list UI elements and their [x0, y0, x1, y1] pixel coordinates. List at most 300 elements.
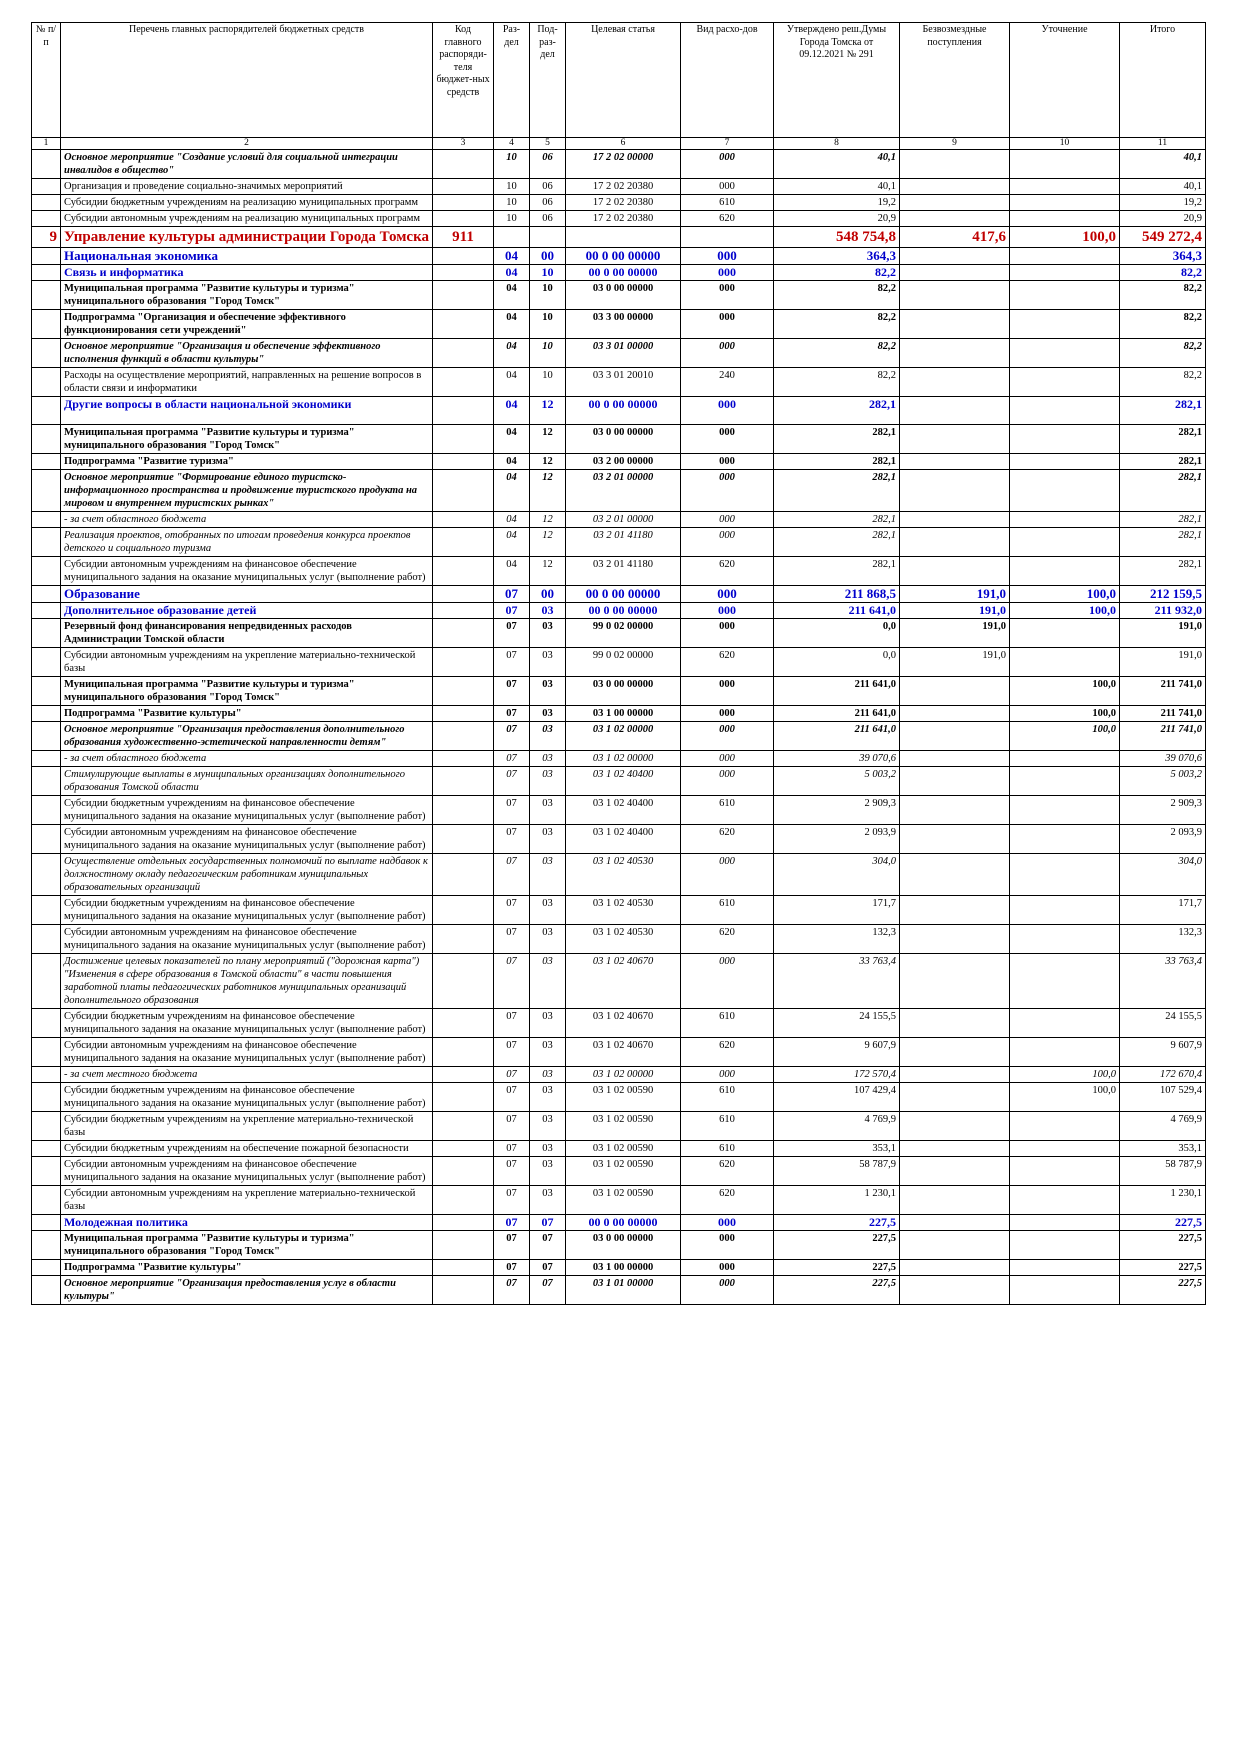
row-number [32, 310, 61, 339]
row-number [32, 528, 61, 557]
row-name: Муниципальная программа "Развитие культуры и туризма" муниципального образования "Город Томск" [61, 281, 433, 310]
column-numbers-row [32, 138, 1206, 150]
row-number [32, 512, 61, 528]
row-total: 191,0 [1120, 648, 1206, 677]
table-row [32, 1260, 1206, 1276]
row-name: Основное мероприятие "Формирование единого туристско-информационного пространства и продвижение туристского продукта на мировом и внутреннем туристских рынках" [61, 470, 433, 512]
row-gratuitous [900, 896, 1010, 925]
row-name: Муниципальная программа "Развитие культуры и туризма" муниципального образования "Город Томск" [61, 677, 433, 706]
row-razdel: 07 [494, 825, 530, 854]
row-podrazdel: 03 [530, 1186, 566, 1215]
row-name: Субсидии автономным учреждениям на финансовое обеспечение муниципального задания на оказание муниципальных услуг (выполнение работ) [61, 1157, 433, 1186]
row-target-item: 03 1 02 00000 [566, 722, 681, 751]
row-razdel: 04 [494, 470, 530, 512]
row-approved: 19,2 [774, 195, 900, 211]
row-podrazdel: 12 [530, 470, 566, 512]
row-expense-type: 000 [681, 1231, 774, 1260]
row-number [32, 1067, 61, 1083]
row-grbs-code [433, 796, 494, 825]
row-total: 282,1 [1120, 512, 1206, 528]
row-expense-type: 000 [681, 1260, 774, 1276]
row-name: - за счет местного бюджета [61, 1067, 433, 1083]
row-number [32, 648, 61, 677]
row-total: 5 003,2 [1120, 767, 1206, 796]
row-target-item: 03 1 02 00590 [566, 1141, 681, 1157]
row-name: Расходы на осуществление мероприятий, направленных на решение вопросов в области связи и информатики [61, 368, 433, 397]
header-col-razdel: Раз-дел [494, 23, 530, 138]
row-approved: 227,5 [774, 1276, 900, 1305]
row-gratuitous [900, 706, 1010, 722]
row-name: Образование [61, 586, 433, 603]
row-target-item: 03 1 02 00590 [566, 1157, 681, 1186]
row-refinement [1010, 648, 1120, 677]
row-name: Управление культуры администрации Города Томска [61, 227, 433, 248]
row-expense-type: 000 [681, 722, 774, 751]
row-refinement [1010, 1231, 1120, 1260]
row-grbs-code [433, 339, 494, 368]
row-refinement [1010, 619, 1120, 648]
row-name: Молодежная политика [61, 1215, 433, 1231]
column-number: 1 [32, 138, 61, 150]
row-gratuitous [900, 397, 1010, 425]
row-approved: 211 641,0 [774, 706, 900, 722]
row-total: 227,5 [1120, 1260, 1206, 1276]
row-target-item: 03 1 02 00590 [566, 1112, 681, 1141]
row-name: Основное мероприятие "Организация предоставления дополнительного образования художественно-эстетической направленности детям" [61, 722, 433, 751]
row-approved: 82,2 [774, 368, 900, 397]
row-refinement [1010, 179, 1120, 195]
row-number [32, 248, 61, 265]
row-approved: 282,1 [774, 397, 900, 425]
row-podrazdel: 06 [530, 150, 566, 179]
row-podrazdel: 10 [530, 265, 566, 281]
row-podrazdel: 03 [530, 751, 566, 767]
row-name: Муниципальная программа "Развитие культуры и туризма" муниципального образования "Город Томск" [61, 425, 433, 454]
row-razdel: 10 [494, 195, 530, 211]
row-name: Субсидии бюджетным учреждениям на финансовое обеспечение муниципального задания на оказание муниципальных услуг (выполнение работ) [61, 1009, 433, 1038]
row-grbs-code [433, 586, 494, 603]
row-grbs-code [433, 925, 494, 954]
row-grbs-code [433, 512, 494, 528]
row-expense-type: 000 [681, 751, 774, 767]
column-number: 6 [566, 138, 681, 150]
row-target-item: 03 1 02 40670 [566, 1038, 681, 1067]
row-gratuitous [900, 470, 1010, 512]
row-gratuitous [900, 825, 1010, 854]
row-expense-type: 000 [681, 1067, 774, 1083]
table-row [32, 310, 1206, 339]
row-name: Субсидии автономным учреждениям на укрепление материально-технической базы [61, 648, 433, 677]
row-number [32, 896, 61, 925]
row-razdel: 04 [494, 425, 530, 454]
row-target-item: 03 2 01 41180 [566, 528, 681, 557]
row-gratuitous [900, 281, 1010, 310]
row-name: Субсидии бюджетным учреждениям на укрепление материально-технической базы [61, 1112, 433, 1141]
row-name: Достижение целевых показателей по плану мероприятий ("дорожная карта") "Изменения в сфере образования в Томской области" в части повышения заработной платы педагогических работников муниципальных организаций дополнительного образования [61, 954, 433, 1009]
row-total: 282,1 [1120, 397, 1206, 425]
budget-table [31, 22, 1206, 1305]
row-total: 364,3 [1120, 248, 1206, 265]
row-expense-type: 620 [681, 925, 774, 954]
row-expense-type: 610 [681, 896, 774, 925]
row-refinement [1010, 925, 1120, 954]
table-row [32, 1083, 1206, 1112]
row-number [32, 179, 61, 195]
header-col-grbs-code: Код главного распоряди-теля бюджет-ных средств [433, 23, 494, 138]
row-grbs-code [433, 179, 494, 195]
row-podrazdel: 03 [530, 1067, 566, 1083]
table-row [32, 796, 1206, 825]
row-total: 58 787,9 [1120, 1157, 1206, 1186]
column-number: 10 [1010, 138, 1120, 150]
row-expense-type: 610 [681, 1112, 774, 1141]
row-razdel: 07 [494, 648, 530, 677]
row-number [32, 1009, 61, 1038]
row-podrazdel: 10 [530, 339, 566, 368]
row-total: 282,1 [1120, 528, 1206, 557]
row-target-item: 03 3 01 20010 [566, 368, 681, 397]
row-approved: 353,1 [774, 1141, 900, 1157]
row-target-item: 03 0 00 00000 [566, 1231, 681, 1260]
row-grbs-code [433, 767, 494, 796]
row-podrazdel: 00 [530, 586, 566, 603]
row-approved: 282,1 [774, 470, 900, 512]
row-name: Субсидии автономным учреждениям на финансовое обеспечение муниципального задания на оказание муниципальных услуг (выполнение работ) [61, 557, 433, 586]
row-grbs-code [433, 722, 494, 751]
row-target-item: 17 2 02 20380 [566, 211, 681, 227]
row-number [32, 1215, 61, 1231]
row-target-item: 03 1 02 40670 [566, 954, 681, 1009]
row-target-item: 03 2 00 00000 [566, 454, 681, 470]
row-grbs-code [433, 825, 494, 854]
row-expense-type: 000 [681, 310, 774, 339]
row-gratuitous [900, 1215, 1010, 1231]
row-approved: 20,9 [774, 211, 900, 227]
row-number [32, 557, 61, 586]
row-target-item: 03 1 02 40670 [566, 1009, 681, 1038]
row-refinement [1010, 796, 1120, 825]
row-target-item: 03 1 02 00000 [566, 751, 681, 767]
row-approved: 9 607,9 [774, 1038, 900, 1067]
table-row [32, 211, 1206, 227]
row-approved: 40,1 [774, 179, 900, 195]
row-razdel: 07 [494, 1186, 530, 1215]
table-row [32, 425, 1206, 454]
row-total: 282,1 [1120, 557, 1206, 586]
row-target-item: 17 2 02 00000 [566, 150, 681, 179]
row-refinement: 100,0 [1010, 586, 1120, 603]
row-total: 211 741,0 [1120, 677, 1206, 706]
row-target-item: 00 0 00 00000 [566, 397, 681, 425]
row-number [32, 281, 61, 310]
row-expense-type: 610 [681, 1083, 774, 1112]
table-row [32, 1186, 1206, 1215]
row-total: 132,3 [1120, 925, 1206, 954]
row-total: 20,9 [1120, 211, 1206, 227]
row-total: 353,1 [1120, 1141, 1206, 1157]
row-podrazdel: 10 [530, 310, 566, 339]
row-target-item: 03 2 01 00000 [566, 470, 681, 512]
row-number: 9 [32, 227, 61, 248]
row-total: 9 607,9 [1120, 1038, 1206, 1067]
row-total: 82,2 [1120, 265, 1206, 281]
row-razdel: 07 [494, 1260, 530, 1276]
row-grbs-code [433, 854, 494, 896]
row-approved: 58 787,9 [774, 1157, 900, 1186]
row-grbs-code [433, 1067, 494, 1083]
row-target-item: 03 1 02 40530 [566, 925, 681, 954]
row-expense-type: 000 [681, 265, 774, 281]
row-grbs-code [433, 1186, 494, 1215]
table-header [32, 23, 1206, 150]
row-refinement [1010, 281, 1120, 310]
row-grbs-code [433, 425, 494, 454]
table-row [32, 368, 1206, 397]
row-number [32, 751, 61, 767]
row-grbs-code [433, 1215, 494, 1231]
row-total: 39 070,6 [1120, 751, 1206, 767]
row-grbs-code [433, 706, 494, 722]
row-grbs-code [433, 195, 494, 211]
row-target-item: 03 2 01 41180 [566, 557, 681, 586]
row-number [32, 1231, 61, 1260]
table-row [32, 1157, 1206, 1186]
row-refinement [1010, 954, 1120, 1009]
column-number: 9 [900, 138, 1010, 150]
row-refinement [1010, 1157, 1120, 1186]
row-expense-type: 610 [681, 796, 774, 825]
row-expense-type: 000 [681, 248, 774, 265]
table-row [32, 1112, 1206, 1141]
row-refinement [1010, 248, 1120, 265]
column-number: 7 [681, 138, 774, 150]
table-row [32, 1009, 1206, 1038]
table-row [32, 896, 1206, 925]
row-razdel: 07 [494, 706, 530, 722]
column-number: 5 [530, 138, 566, 150]
row-expense-type: 000 [681, 1276, 774, 1305]
table-row [32, 265, 1206, 281]
row-refinement: 100,0 [1010, 722, 1120, 751]
row-refinement: 100,0 [1010, 1083, 1120, 1112]
table-row [32, 1231, 1206, 1260]
table-row [32, 722, 1206, 751]
header-col-podrazdel: Под-раз-дел [530, 23, 566, 138]
row-razdel: 04 [494, 265, 530, 281]
row-name: Осуществление отдельных государственных полномочий по выплате надбавок к должностному окладу педагогическим работникам муниципальных образовательных организаций [61, 854, 433, 896]
header-col-expense-type: Вид расхо-дов [681, 23, 774, 138]
row-name: Национальная экономика [61, 248, 433, 265]
row-number [32, 368, 61, 397]
row-expense-type: 000 [681, 425, 774, 454]
row-refinement [1010, 368, 1120, 397]
row-refinement [1010, 310, 1120, 339]
row-podrazdel: 07 [530, 1260, 566, 1276]
table-row [32, 706, 1206, 722]
row-number [32, 925, 61, 954]
row-total: 19,2 [1120, 195, 1206, 211]
row-razdel: 07 [494, 1215, 530, 1231]
row-gratuitous [900, 310, 1010, 339]
row-number [32, 470, 61, 512]
table-row [32, 925, 1206, 954]
row-gratuitous [900, 454, 1010, 470]
row-number [32, 1157, 61, 1186]
row-razdel: 07 [494, 1009, 530, 1038]
row-total: 40,1 [1120, 150, 1206, 179]
row-expense-type: 620 [681, 648, 774, 677]
row-grbs-code [433, 1231, 494, 1260]
row-podrazdel: 03 [530, 896, 566, 925]
row-number [32, 796, 61, 825]
row-target-item: 17 2 02 20380 [566, 195, 681, 211]
row-number [32, 1112, 61, 1141]
row-razdel: 10 [494, 211, 530, 227]
row-refinement [1010, 512, 1120, 528]
row-target-item: 03 1 00 00000 [566, 706, 681, 722]
row-refinement [1010, 1009, 1120, 1038]
row-razdel: 07 [494, 1038, 530, 1067]
row-podrazdel: 03 [530, 925, 566, 954]
row-number [32, 603, 61, 619]
table-row [32, 281, 1206, 310]
row-target-item: 03 1 02 40400 [566, 767, 681, 796]
column-number: 8 [774, 138, 900, 150]
row-grbs-code [433, 557, 494, 586]
row-approved: 33 763,4 [774, 954, 900, 1009]
row-podrazdel: 03 [530, 619, 566, 648]
header-col-gratuitous: Безвозмездные поступления [900, 23, 1010, 138]
row-approved: 39 070,6 [774, 751, 900, 767]
table-row [32, 1067, 1206, 1083]
row-podrazdel: 12 [530, 397, 566, 425]
row-gratuitous [900, 722, 1010, 751]
row-podrazdel: 03 [530, 954, 566, 1009]
row-name: Субсидии автономным учреждениям на финансовое обеспечение муниципального задания на оказание муниципальных услуг (выполнение работ) [61, 825, 433, 854]
row-podrazdel: 03 [530, 1157, 566, 1186]
row-approved: 40,1 [774, 150, 900, 179]
row-grbs-code [433, 310, 494, 339]
row-podrazdel: 03 [530, 706, 566, 722]
row-gratuitous [900, 265, 1010, 281]
row-gratuitous [900, 751, 1010, 767]
row-approved: 82,2 [774, 265, 900, 281]
row-refinement [1010, 854, 1120, 896]
row-target-item: 03 3 01 00000 [566, 339, 681, 368]
row-refinement: 100,0 [1010, 706, 1120, 722]
row-approved: 282,1 [774, 425, 900, 454]
row-number [32, 1141, 61, 1157]
row-total: 304,0 [1120, 854, 1206, 896]
row-number [32, 1083, 61, 1112]
row-razdel: 07 [494, 1067, 530, 1083]
row-podrazdel: 12 [530, 454, 566, 470]
row-gratuitous [900, 1186, 1010, 1215]
row-gratuitous [900, 1141, 1010, 1157]
row-refinement [1010, 1215, 1120, 1231]
row-podrazdel: 03 [530, 677, 566, 706]
header-col-approved: Утверждено реш.Думы Города Томска от 09.12.2021 № 291 [774, 23, 900, 138]
row-podrazdel: 03 [530, 1112, 566, 1141]
row-podrazdel: 03 [530, 825, 566, 854]
row-expense-type [681, 227, 774, 248]
row-gratuitous [900, 150, 1010, 179]
row-name: Основное мероприятие "Организация предоставления услуг в области культуры" [61, 1276, 433, 1305]
row-expense-type: 000 [681, 150, 774, 179]
row-total: 282,1 [1120, 454, 1206, 470]
row-name: Субсидии автономным учреждениям на укрепление материально-технической базы [61, 1186, 433, 1215]
table-row [32, 1038, 1206, 1067]
row-grbs-code [433, 1141, 494, 1157]
row-name: Субсидии автономным учреждениям на реализацию муниципальных программ [61, 211, 433, 227]
row-number [32, 1186, 61, 1215]
row-approved: 2 909,3 [774, 796, 900, 825]
row-target-item: 03 1 00 00000 [566, 1260, 681, 1276]
row-grbs-code: 911 [433, 227, 494, 248]
row-podrazdel: 03 [530, 854, 566, 896]
row-expense-type: 000 [681, 706, 774, 722]
row-razdel: 07 [494, 722, 530, 751]
row-target-item: 99 0 02 00000 [566, 619, 681, 648]
row-gratuitous: 191,0 [900, 648, 1010, 677]
row-approved: 364,3 [774, 248, 900, 265]
row-gratuitous: 417,6 [900, 227, 1010, 248]
row-expense-type: 620 [681, 557, 774, 586]
row-refinement [1010, 1038, 1120, 1067]
row-razdel: 04 [494, 339, 530, 368]
row-target-item: 03 1 01 00000 [566, 1276, 681, 1305]
row-grbs-code [433, 1009, 494, 1038]
row-gratuitous [900, 528, 1010, 557]
row-podrazdel [530, 227, 566, 248]
row-approved: 82,2 [774, 310, 900, 339]
row-target-item: 00 0 00 00000 [566, 603, 681, 619]
row-target-item: 03 1 02 40530 [566, 896, 681, 925]
row-podrazdel: 03 [530, 1083, 566, 1112]
row-number [32, 195, 61, 211]
table-row [32, 528, 1206, 557]
row-total: 2 909,3 [1120, 796, 1206, 825]
row-total: 33 763,4 [1120, 954, 1206, 1009]
column-number: 11 [1120, 138, 1206, 150]
row-podrazdel: 12 [530, 425, 566, 454]
row-refinement [1010, 1186, 1120, 1215]
row-total: 4 769,9 [1120, 1112, 1206, 1141]
row-refinement: 100,0 [1010, 603, 1120, 619]
row-refinement [1010, 1141, 1120, 1157]
row-podrazdel: 06 [530, 179, 566, 195]
row-approved: 172 570,4 [774, 1067, 900, 1083]
row-grbs-code [433, 751, 494, 767]
row-gratuitous [900, 1009, 1010, 1038]
row-grbs-code [433, 1083, 494, 1112]
column-number: 4 [494, 138, 530, 150]
row-total: 227,5 [1120, 1276, 1206, 1305]
row-grbs-code [433, 281, 494, 310]
row-gratuitous [900, 512, 1010, 528]
table-row [32, 227, 1206, 248]
row-refinement [1010, 1260, 1120, 1276]
row-target-item: 03 1 02 40530 [566, 854, 681, 896]
row-razdel: 07 [494, 751, 530, 767]
row-podrazdel: 03 [530, 767, 566, 796]
row-gratuitous [900, 1112, 1010, 1141]
row-expense-type: 000 [681, 512, 774, 528]
row-refinement [1010, 1276, 1120, 1305]
row-expense-type: 620 [681, 1157, 774, 1186]
row-refinement: 100,0 [1010, 677, 1120, 706]
row-podrazdel: 03 [530, 648, 566, 677]
